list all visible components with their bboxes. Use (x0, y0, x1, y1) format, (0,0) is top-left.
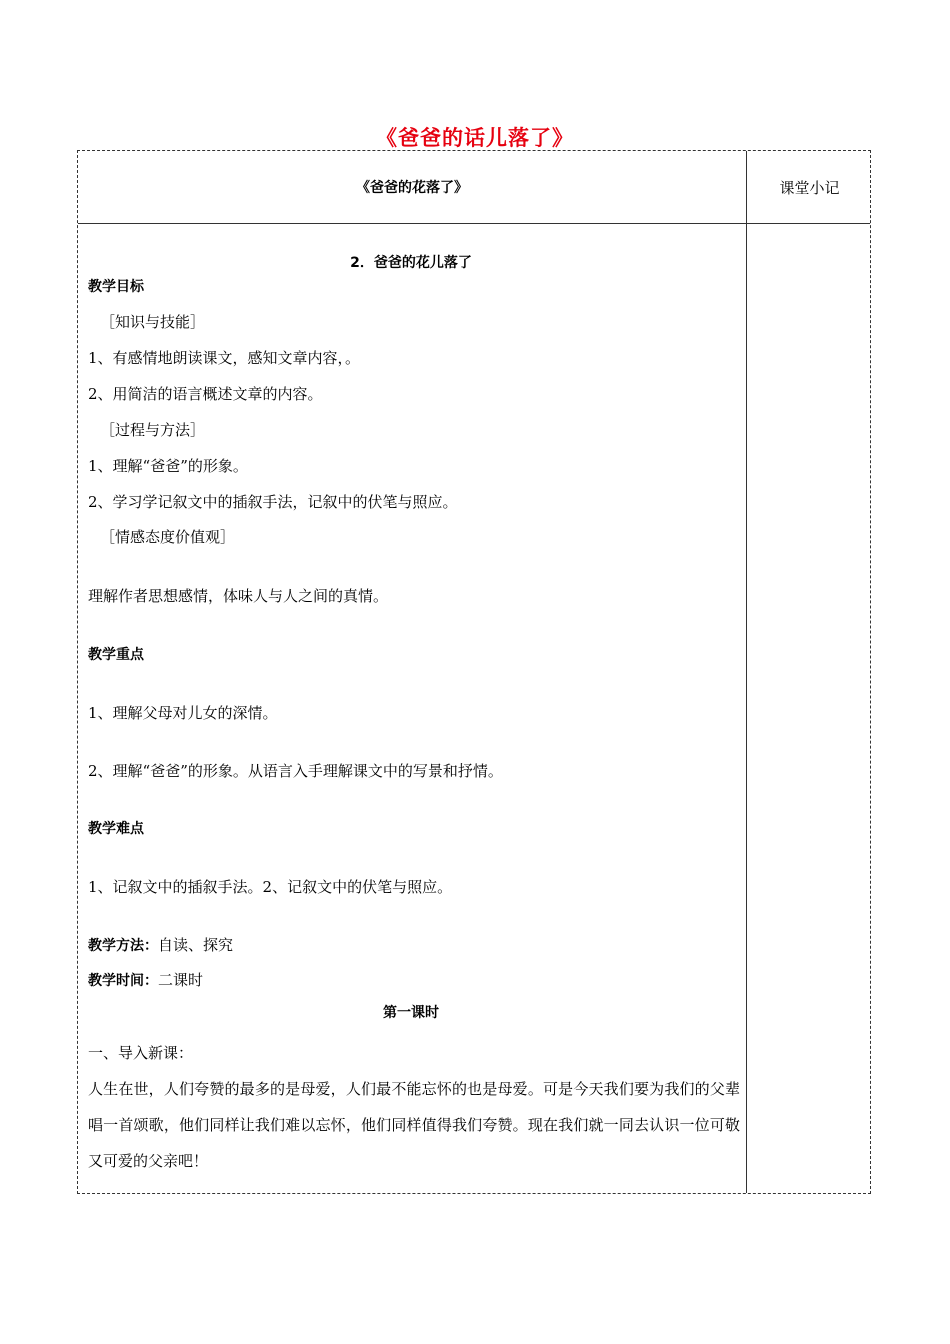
table-header-title: 《爸爸的花落了》 (356, 180, 468, 196)
difficulties-heading: 教学难点 (88, 821, 144, 837)
document-title: 《爸爸的话儿落了》 (376, 126, 574, 150)
key-points-heading: 教学重点 (88, 647, 144, 663)
key-point-1: 1、理解父母对儿女的深情。 (88, 704, 278, 722)
knowledge-item-1: 1、有感情地朗读课文，感知文章内容，。 (88, 349, 361, 367)
process-item-2: 2、学习学记叙文中的插叙手法，记叙中的伏笔与照应。 (88, 493, 458, 511)
lesson-title: 2．爸爸的花儿落了 (350, 255, 472, 271)
emotion-item-1: 理解作者思想感情，体味人与人之间的真情。 (88, 587, 389, 605)
intro-paragraph: 人生在世，人们夸赞的最多的是母爱，人们最不能忘怀的也是母爱。可是今天我们要为我们的父辈唱一首颂歌，他们同样让我们难以忘怀，他们同样值得我们夸赞。现在我们就一同去认识一位可敬又可爱的父亲吧！ (88, 1080, 740, 1170)
process-heading: ［过程与方法］ (100, 421, 206, 439)
teaching-method (88, 935, 233, 956)
emotion-heading: ［情感态度价值观］ (100, 528, 236, 546)
process-item-1: 1、理解“爸爸”的形象。 (88, 457, 248, 475)
teaching-time-value: 二课时 (158, 971, 204, 989)
key-point-2: 2、理解“爸爸”的形象。从语言入手理解课文中的写景和抒情。 (88, 762, 503, 780)
teaching-time (88, 970, 203, 991)
knowledge-heading: ［知识与技能］ (100, 313, 206, 331)
table-header-notes: 课堂小记 (779, 179, 840, 197)
intro-heading: 一、导入新课： (88, 1044, 194, 1062)
knowledge-item-2: 2、用简洁的语言概述文章的内容。 (88, 385, 323, 403)
first-lesson-heading: 第一课时 (383, 1005, 439, 1021)
difficulty-1: 1、记叙文中的插叙手法。2、记叙文中的伏笔与照应。 (88, 878, 453, 896)
teaching-time-label: 教学时间： (88, 973, 158, 989)
teaching-method-value: 自读、探究 (158, 936, 234, 954)
teaching-method-label: 教学方法： (88, 938, 158, 954)
objectives-heading: 教学目标 (88, 279, 144, 295)
